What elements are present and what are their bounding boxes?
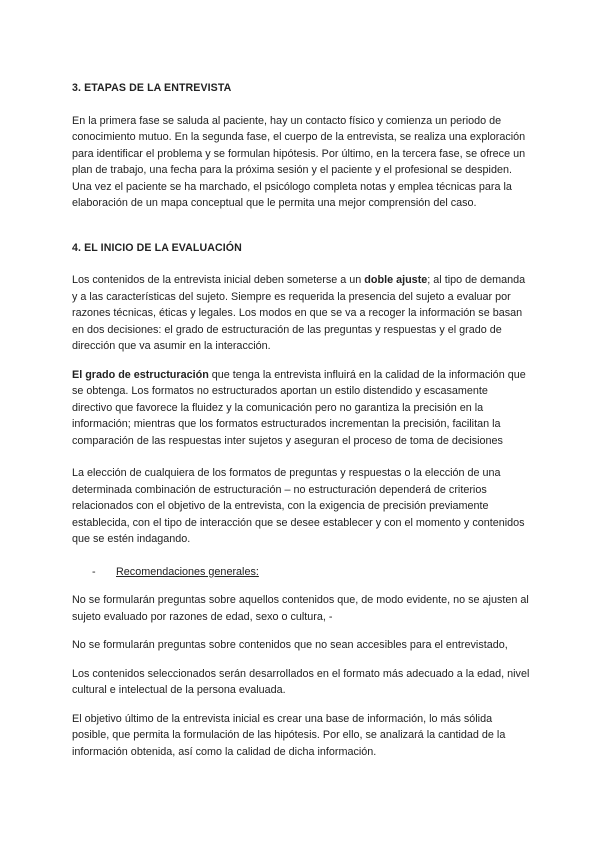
p2-bold-term: El grado de estructuración bbox=[72, 368, 209, 381]
recommendation-3: Los contenidos seleccionados serán desarrollados en el formato más adecuado a la edad, nivel cultural e intelectual de la persona evaluada. bbox=[72, 667, 530, 696]
section-3-paragraph-2: Una vez el paciente se ha marchado, el psicólogo completa notas y emplea técnicas para la elaboración de un mapa conceptual que le permita una mejor comprensión del caso. bbox=[72, 180, 512, 209]
section-4-paragraph-1 bbox=[72, 272, 530, 355]
recommendation-1: No se formularán preguntas sobre aquellos contenidos que, de modo evidente, no se ajusten al sujeto evaluado por razones de edad, sexo o cultura, - bbox=[72, 594, 529, 623]
p1-bold-term: doble ajuste bbox=[364, 274, 428, 286]
section-3-heading: 3. ETAPAS DE LA ENTREVISTA bbox=[72, 82, 232, 94]
bullet-label: Recomendaciones generales: bbox=[116, 565, 259, 578]
bullet-dash: - bbox=[92, 565, 96, 578]
section-4-heading: 4. EL INICIO DE LA EVALUACIÓN bbox=[72, 241, 242, 254]
p1-text-end: ; al tipo de demanda y a las características del sujeto. Siempre es requerida la presencia del sujeto a evaluar por razones técnicas, éticas y legales. Los modos en que se va a recoger la información se basan en dos decisiones: el grado de estructuración de las preguntas y respuestas y el grado de dirección que va asumir en la interacción. bbox=[72, 274, 526, 352]
p2-text-end: que tenga la entrevista influirá en la calidad de la información que se obtenga. Los formatos no estructurados aportan un estilo distendido y escasamente directivo que favorece la fluidez y la comunicación pero no garantiza la precisión en la información; mientras que los formatos estructurados incrementan la precisión, facilitan la comparación de las respuestas inter sujetos y aseguran el proceso de toma de decisiones bbox=[72, 368, 526, 447]
section-3-paragraph-1: En la primera fase se saluda al paciente, hay un contacto físico y comienza un periodo de conocimiento mutuo. En la segunda fase, el cuerpo de la entrevista, se realiza una exploración para identificar el problema y se formulan hipótesis. Por último, en la tercera fase, se ofrece un plan de trabajo, una fecha para la próxima sesión y el paciente y el profesional se despiden. bbox=[72, 114, 526, 176]
recommendation-4: El objetivo último de la entrevista inicial es crear una base de información, lo más sólida posible, que permita la formulación de las hipótesis. Por ello, se analizará la cantidad de la información obtenida, así como la calidad de dicha información. bbox=[72, 712, 506, 758]
section-4-paragraph-3: La elección de cualquiera de los formatos de preguntas y respuestas o la elección de una determinada combinación de estructuración – no estructuración dependerá de criterios relacionados con el objetivo de la entrevista, con la exigencia de precisión previamente establecida, con el tipo de interacción que se desee establecer y con el momento y contenidos que se estén indagando. bbox=[72, 467, 525, 545]
p1-text-start: Los contenidos de la entrevista inicial deben someterse a un bbox=[72, 274, 365, 286]
recommendation-2: No se formularán preguntas sobre contenidos que no sean accesibles para el entrevistado, bbox=[72, 639, 508, 651]
bullet-recommendations bbox=[72, 564, 530, 581]
section-4-paragraph-2 bbox=[72, 367, 530, 450]
document-page bbox=[72, 80, 530, 760]
